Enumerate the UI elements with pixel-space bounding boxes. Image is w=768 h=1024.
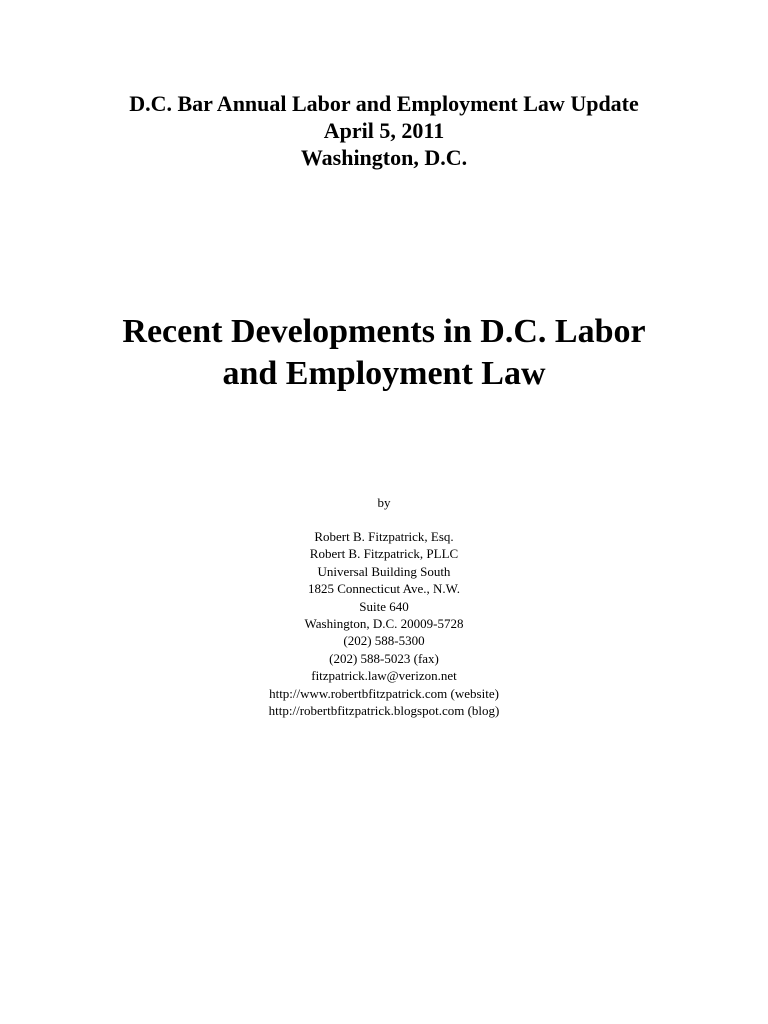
byline: by xyxy=(377,495,391,510)
author-email: fitzpatrick.law@verizon.net xyxy=(311,668,457,684)
author-contact-block xyxy=(0,528,768,719)
document-title xyxy=(0,311,768,395)
author-phone: (202) 588-5300 xyxy=(343,633,425,649)
author-fax: (202) 588-5023 (fax) xyxy=(329,650,439,666)
author-street: 1825 Connecticut Ave., N.W. xyxy=(307,581,460,597)
document-title-line-1: Recent Developments in D.C. Labor xyxy=(122,313,646,350)
event-date: April 5, 2011 xyxy=(323,118,445,143)
event-header xyxy=(0,90,768,171)
event-location: Washington, D.C. xyxy=(300,145,468,170)
author-building: Universal Building South xyxy=(317,563,451,579)
author-suite: Suite 640 xyxy=(359,598,409,614)
author-website: http://www.robertbfitzpatrick.com (website) xyxy=(269,685,499,701)
author-name: Robert B. Fitzpatrick, Esq. xyxy=(314,529,454,544)
author-firm: Robert B. Fitzpatrick, PLLC xyxy=(309,546,459,562)
author-blog: http://robertbfitzpatrick.blogspot.com (blog) xyxy=(268,703,500,719)
event-title: D.C. Bar Annual Labor and Employment Law Update xyxy=(129,91,639,116)
author-city: Washington, D.C. 20009-5728 xyxy=(304,616,464,632)
document-title-line-2: and Employment Law xyxy=(222,355,546,392)
